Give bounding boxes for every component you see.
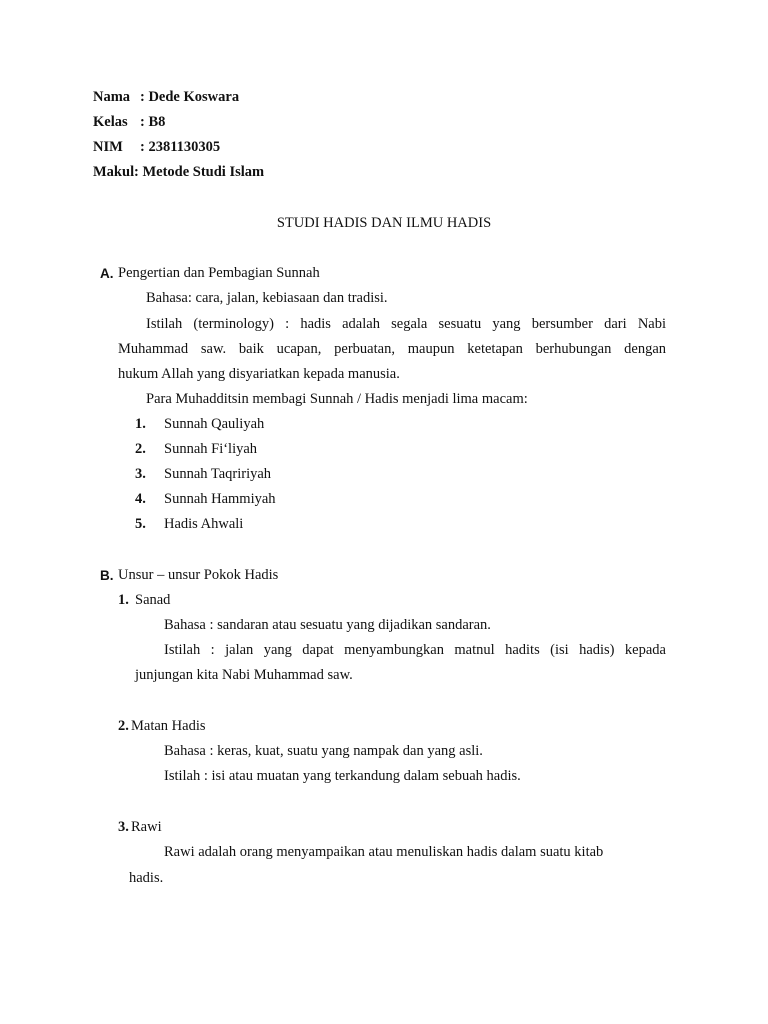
makul-value: : Metode Studi Islam	[134, 164, 265, 180]
section-a-heading: Pengertian dan Pembagian Sunnah	[118, 265, 320, 281]
section-a-istilah-line-1: Istilah (terminology) : hadis adalah segala sesuatu yang bersumber dari Nabi	[146, 316, 666, 332]
matan-bahasa: Bahasa : keras, kuat, suatu yang nampak dan yang asli.	[164, 743, 483, 759]
sub-item-number: 1.	[118, 592, 129, 608]
sanad-title: Sanad	[135, 592, 171, 608]
section-a-intro-list: Para Muhadditsin membagi Sunnah / Hadis menjadi lima macam:	[146, 391, 528, 407]
list-item-number: 3.	[135, 466, 146, 482]
section-b-letter: B.	[100, 568, 114, 583]
sanad-bahasa: Bahasa : sandaran atau sesuatu yang dijadikan sandaran.	[164, 617, 491, 633]
kelas-label: Kelas	[93, 114, 128, 130]
rawi-title: Rawi	[131, 819, 162, 835]
list-item-number: 4.	[135, 491, 146, 507]
list-item-number: 5.	[135, 516, 146, 532]
section-b-heading: Unsur – unsur Pokok Hadis	[118, 567, 279, 583]
section-a-istilah-line-3: hukum Allah yang disyariatkan kepada manusia.	[118, 366, 400, 382]
list-item: Sunnah Hammiyah	[164, 491, 276, 507]
rawi-line-1: Rawi adalah orang menyampaikan atau menuliskan hadis dalam suatu kitab	[164, 844, 604, 860]
document-title: STUDI HADIS DAN ILMU HADIS	[276, 215, 492, 231]
sanad-istilah-line-1: Istilah : jalan yang dapat menyambungkan matnul hadits (isi hadis) kepada	[164, 642, 666, 658]
sub-item-number: 2.	[118, 718, 129, 734]
nim-label: NIM	[93, 139, 123, 155]
list-item-number: 2.	[135, 441, 146, 457]
rawi-line-2: hadis.	[129, 870, 164, 886]
nama-label: Nama	[93, 89, 131, 105]
section-a-bahasa: Bahasa: cara, jalan, kebiasaan dan tradisi.	[146, 290, 388, 306]
list-item: Hadis Ahwali	[164, 516, 244, 532]
list-item: Sunnah Taqririyah	[164, 466, 272, 482]
list-item: Sunnah Fi‘liyah	[164, 441, 258, 457]
nim-value: : 2381130305	[140, 139, 221, 155]
matan-title: Matan Hadis	[131, 718, 206, 734]
section-a-letter: A.	[100, 266, 114, 281]
sanad-istilah-line-2: junjungan kita Nabi Muhammad saw.	[135, 667, 353, 683]
kelas-value: : B8	[140, 114, 166, 130]
section-a-istilah-line-2: Muhammad saw. baik ucapan, perbuatan, maupun ketetapan berhubungan dengan	[118, 341, 666, 357]
nama-value: : Dede Koswara	[140, 89, 240, 105]
matan-istilah: Istilah : isi atau muatan yang terkandung dalam sebuah hadis.	[164, 768, 521, 784]
sub-item-number: 3.	[118, 819, 129, 835]
list-item-number: 1.	[135, 416, 146, 432]
list-item: Sunnah Qauliyah	[164, 416, 265, 432]
makul-label: Makul	[93, 164, 135, 180]
